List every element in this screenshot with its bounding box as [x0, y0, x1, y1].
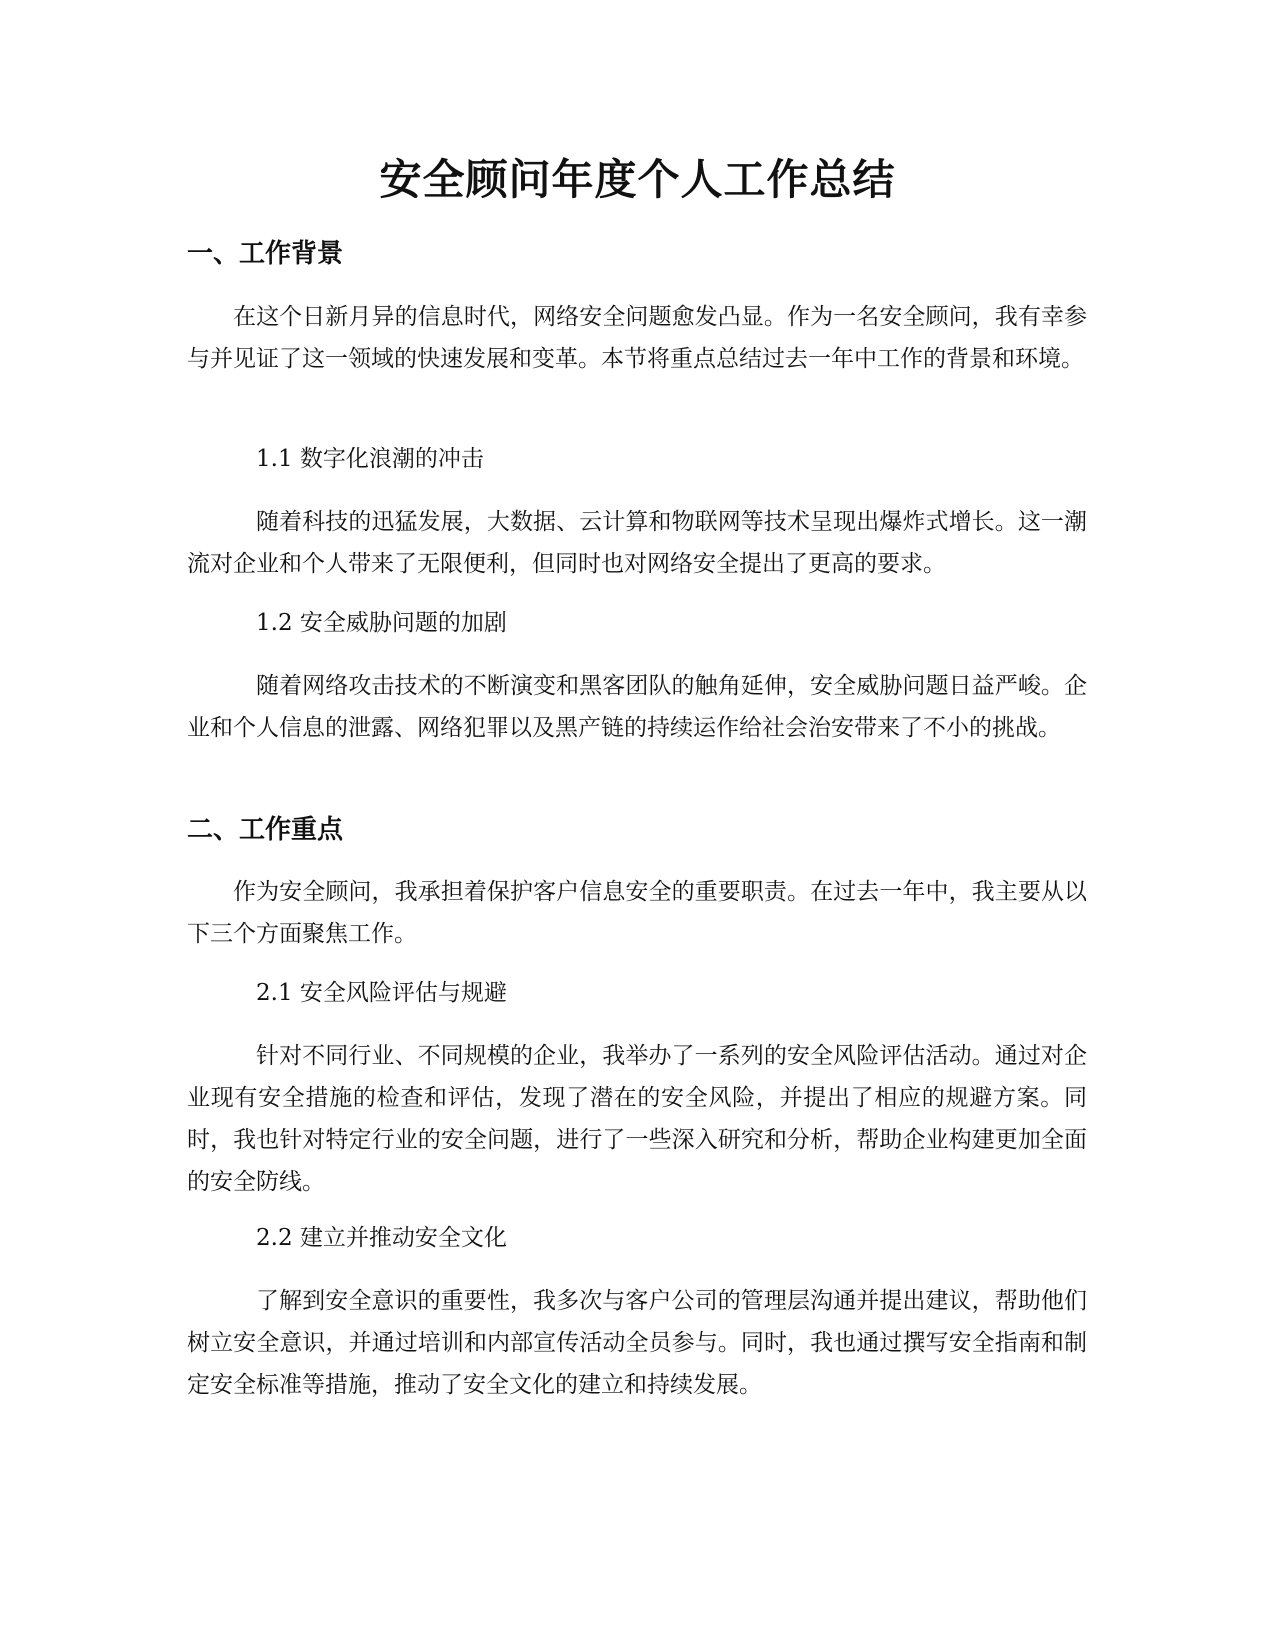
subsection-heading-1-2: 1.2 安全威胁问题的加剧: [256, 610, 507, 636]
subsection-heading-2-2: 2.2 建立并推动安全文化: [256, 1225, 507, 1251]
subsection-2-2-text: 了解到安全意识的重要性，我多次与客户公司的管理层沟通并提出建议，帮助他们树立安全意识，并通过培训和内部宣传活动全员参与。同时，我也通过撰写安全指南和制定安全标准等措施，推动了安全文化的建立和持续发展。: [187, 1288, 1087, 1398]
subsection-1-1-text: 随着科技的迅猛发展，大数据、云计算和物联网等技术呈现出爆炸式增长。这一潮流对企业和个人带来了无限便利，但同时也对网络安全提出了更高的要求。: [187, 509, 1087, 577]
section-2-intro: 作为安全顾问，我承担着保护客户信息安全的重要职责。在过去一年中，我主要从以下三个方面聚焦工作。: [187, 879, 1087, 947]
subsection-2-1-text: 针对不同行业、不同规模的企业，我举办了一系列的安全风险评估活动。通过对企业现有安全措施的检查和评估，发现了潜在的安全风险，并提出了相应的规避方案。同时，我也针对特定行业的安全问题，进行了一些深入研究和分析，帮助企业构建更加全面的安全防线。: [187, 1043, 1087, 1195]
section-heading-2: 二、工作重点: [187, 815, 344, 845]
section-heading-1: 一、工作背景: [187, 239, 344, 269]
subsection-heading-1-1: 1.1 数字化浪潮的冲击: [256, 446, 484, 472]
document-title: 安全顾问年度个人工作总结: [379, 155, 896, 204]
section-1-intro: 在这个日新月异的信息时代，网络安全问题愈发凸显。作为一名安全顾问，我有幸参与并见证了这一领域的快速发展和变革。本节将重点总结过去一年中工作的背景和环境。: [187, 304, 1087, 372]
subsection-1-2-text: 随着网络攻击技术的不断演变和黑客团队的触角延伸，安全威胁问题日益严峻。企业和个人信息的泄露、网络犯罪以及黑产链的持续运作给社会治安带来了不小的挑战。: [187, 673, 1087, 741]
subsection-heading-2-1: 2.1 安全风险评估与规避: [256, 980, 507, 1006]
